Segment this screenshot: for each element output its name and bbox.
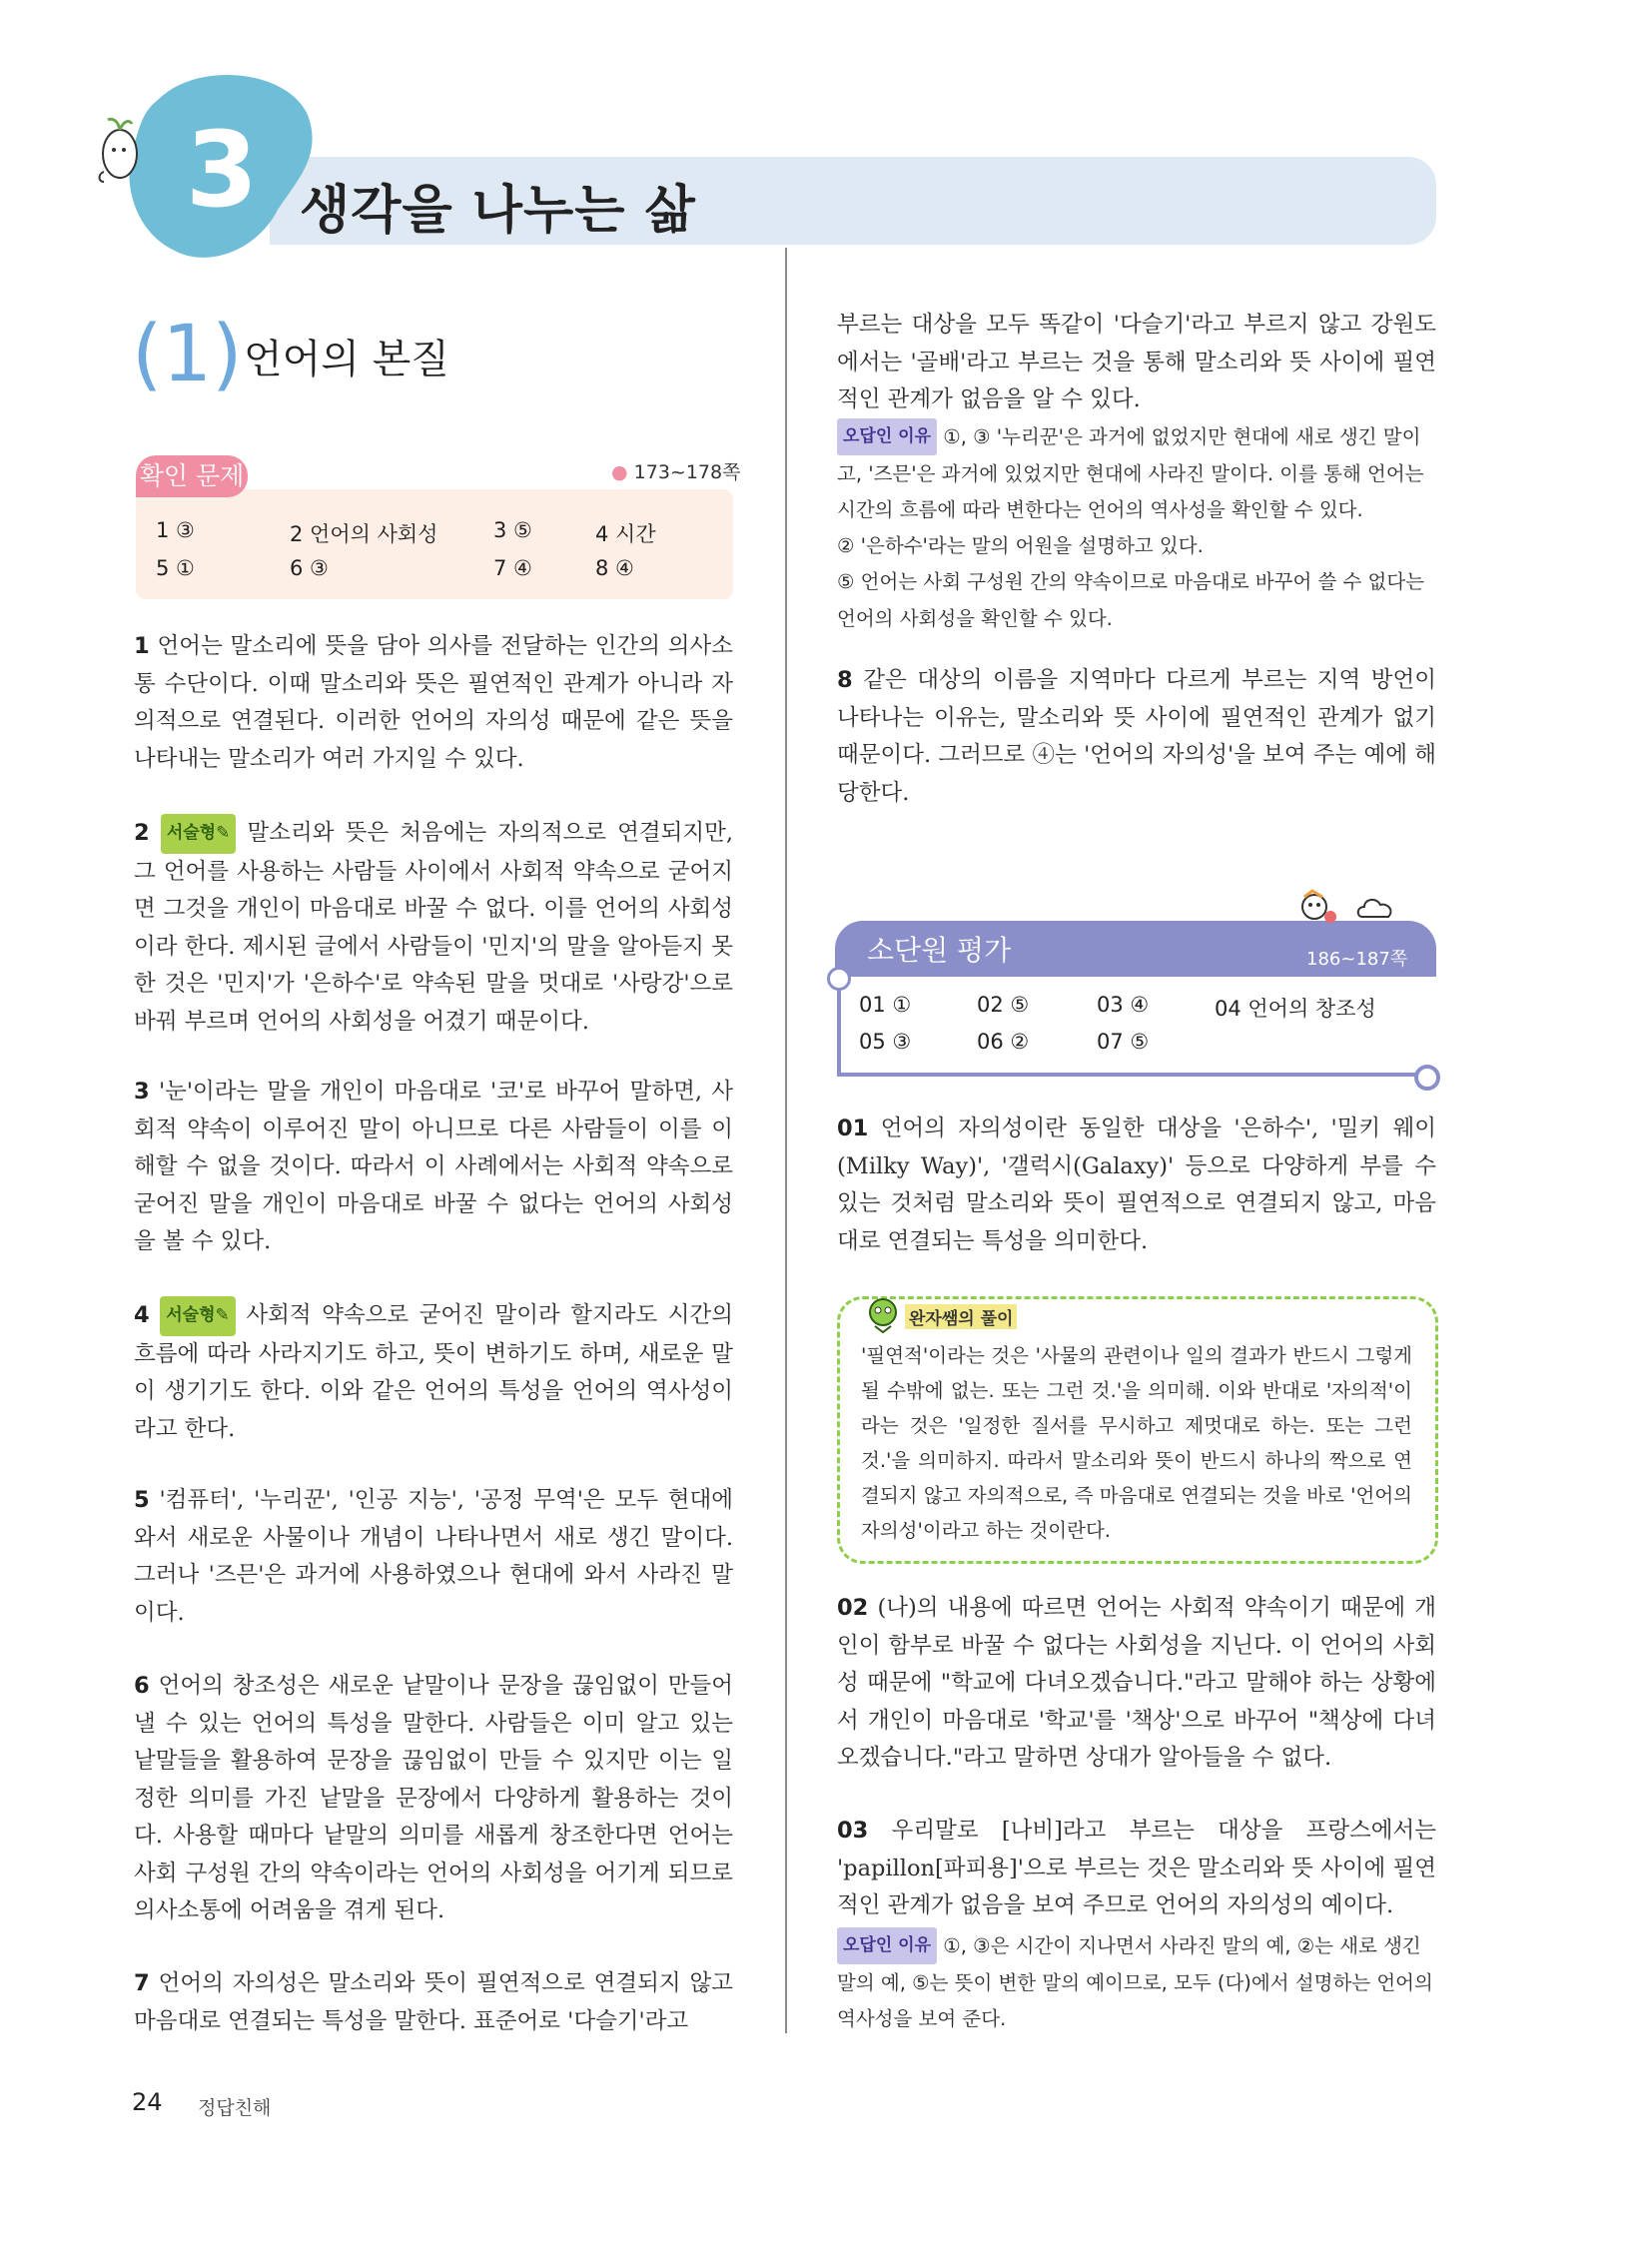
essay-tag: 서술형✎ <box>161 814 237 854</box>
unit-box-line <box>837 977 841 1077</box>
explanation-8: 8 같은 대상의 이름을 지역마다 다르게 부르는 지역 방언이 나타나는 이유는, 말소리와 뜻 사이에 필연적인 관계가 없기 때문이다. 그러므로 ④는 '언어의 자의성'을 보여 주는 예에 해당한다. <box>837 667 1436 806</box>
wrong-answer-reason: 오답인 이유 ①, ③ '누리꾼'은 과거에 없었지만 현대에 새로 생긴 말이고, '즈믄'은 과거에 있었지만 현대에 사라진 말이다. 이를 통해 언어는 시간의 흐름에 따라 변한다는 언어의 역사성을 확인할 수 있다. <box>837 418 1436 529</box>
unit-answer-item: 03 ④ <box>1097 993 1150 1017</box>
teacher-tip-text: '필연적'이라는 것은 '사물의 관련이나 일의 결과가 반드시 그렇게 될 수밖에 없는. 또는 그런 것.'을 의미해. 이와 반대로 '자의적'이라는 것은 '일정한 질서를 무시하고 제멋대로 하는. 또는 그런 것.'을 의미하지. 따라서 말소리와 뜻이 반드시 하나의 짝으로 연결되지 않고 자의적으로, 즉 마음대로 연결되는 것을 바로 '언어의 자의성'이라고 하는 것이란다. <box>861 1344 1412 1542</box>
answer-item: 8 ④ <box>595 556 634 580</box>
pencil-icon: ✎ <box>216 823 231 843</box>
check-label: 확인 문제 <box>136 455 248 497</box>
check-pages: ● 173~178쪽 <box>611 461 741 483</box>
section-title: 언어의 본질 <box>244 337 449 382</box>
unit-answer-item: 02 ⑤ <box>977 993 1030 1017</box>
wrong-answer-5: ⑤ 언어는 사회 구성원 간의 약속이므로 마음대로 바꾸어 쓸 수 없다는 언어의 사회성을 확인할 수 있다. <box>837 570 1425 630</box>
unit-answer-item: 04 언어의 창조성 <box>1215 997 1376 1021</box>
explanation-3: 3 '눈'이라는 말을 개인이 마음대로 '코'로 바꾸어 말하면, 사회적 약속이 이루어진 말이 아니므로 다른 사람들이 이를 이해할 수 없을 것이다. 따라서 이 사례에서는 사회적 약속으로 굳어진 말을 개인이 마음대로 바꿀 수 없다는 언어의 사회성을 볼 수 있다. <box>134 1079 733 1254</box>
unit-box-dot <box>1414 1065 1440 1091</box>
mascot-cloud-icon <box>1292 887 1402 929</box>
answer-item: 1 ③ <box>156 518 195 542</box>
unit-explanation-01: 01 언어의 자의성이란 동일한 대상을 '은하수', '밀키 웨이(Milky Way)', '갤럭시(Galaxy)' 등으로 다양하게 부를 수 있는 것처럼 말소리와 뜻이 필연적으로 연결되지 않고, 마음대로 연결되는 특성을 의미한다. <box>837 1116 1437 1254</box>
unit-box-line <box>837 1073 1422 1077</box>
answer-item: 2 언어의 사회성 <box>290 522 438 546</box>
unit-review-pages: 186~187쪽 <box>1306 949 1408 970</box>
wrong-answer-2: ② '은하수'라는 말의 어원을 설명하고 있다. <box>837 534 1204 557</box>
explanation-7: 7 언어의 자의성은 말소리와 뜻이 필연적으로 연결되지 않고 마음대로 연결되는 특성을 말한다. 표준어로 '다슬기'라고 <box>134 1970 733 2034</box>
explanation-6: 6 언어의 창조성은 새로운 낱말이나 문장을 끊임없이 만들어 낼 수 있는 언어의 특성을 말한다. 사람들은 이미 알고 있는 낱말들을 활용하여 문장을 끊임없이 만들 수 있지만 이는 일정한 의미를 가진 낱말을 문장에서 다양하게 활용하는 것이다. 사용할 때마다 낱말의 의미를 새롭게 창조한다면 언어는 사회 구성원 간의 약속이라는 언어의 사회성을 어기게 되므로 의사소통에 어려움을 겪게 된다. <box>134 1673 733 1923</box>
teacher-tip-title: 완자쌤의 풀이 <box>905 1304 1017 1329</box>
explanation-2: 2 서술형✎ 말소리와 뜻은 처음에는 자의적으로 연결되지만, 그 언어를 사용하는 사람들 사이에서 사회적 약속으로 굳어지면 그것을 개인이 마음대로 바꿀 수 없다. 이를 언어의 사회성이라 한다. 제시된 글에서 사람들이 '민지'의 말을 알아듣지 못한 것은 '민지'가 '은하수'로 약속된 말을 멋대로 '사랑강'으로 바꿔 부르며 언어의 사회성을 어겼기 때문이다. <box>134 814 733 1041</box>
section-number: (1) <box>132 310 243 399</box>
answer-item: 5 ① <box>156 556 195 580</box>
unit-answer-item: 07 ⑤ <box>1097 1030 1150 1054</box>
wrong-answer-tag: 오답인 이유 <box>837 1927 937 1964</box>
unit-answer-item: 05 ③ <box>859 1030 912 1054</box>
chapter-title: 생각을 나누는 삶 <box>300 181 696 241</box>
explanation-5: 5 '컴퓨터', '누리꾼', '인공 지능', '공정 무역'은 모두 현대에 와서 새로운 사물이나 개념이 나타나면서 새로 생긴 말이다. 그러나 '즈믄'은 과거에 사용하였으나 현대에 와서 사라진 말이다. <box>134 1487 733 1626</box>
wrong-answer-tag: 오답인 이유 <box>837 418 937 455</box>
unit-explanation-02: 02 (나)의 내용에 따르면 언어는 사회적 약속이기 때문에 개인이 함부로 바꿀 수 없다는 사회성을 지닌다. 이 언어의 사회성 때문에 "학교에 다녀오겠습니다."라고 말해야 하는 상황에서 개인이 마음대로 '학교'를 '책상'으로 바꾸어 "책상에 다녀오겠습니다."라고 말하면 상대가 알아들을 수 없다. <box>837 1595 1436 1771</box>
teacher-mascot-icon <box>865 1296 901 1334</box>
unit-explanation-03: 03 우리말로 [나비]라고 부르는 대상을 프랑스에서는 'papillon[파피용]'으로 부르는 것은 말소리와 뜻 사이에 필연적인 관계가 없음을 보여 주므로 언어의 자의성의 예이다. <box>837 1818 1436 1918</box>
essay-tag: 서술형✎ <box>160 1296 236 1336</box>
answer-item: 3 ⑤ <box>493 518 532 542</box>
unit-box-dot <box>827 967 851 991</box>
chapter-number: 3 <box>185 109 259 231</box>
explanation-7-continued: 부르는 대상을 모두 똑같이 '다슬기'라고 부르지 않고 강원도에서는 '골배'라고 부르는 것을 통해 말소리와 뜻 사이에 필연적인 관계가 없음을 알 수 있다. <box>837 312 1436 412</box>
answer-item: 4 시간 <box>595 522 656 546</box>
page-number: 24 <box>132 2088 163 2116</box>
explanation-1: 1 언어는 말소리에 뜻을 담아 의사를 전달하는 인간의 의사소통 수단이다. 이때 말소리와 뜻은 필연적인 관계가 아니라 자의적으로 연결된다. 이러한 언어의 자의성 때문에 같은 뜻을 나타내는 말소리가 여러 가지일 수 있다. <box>134 633 733 772</box>
explanation-4: 4 서술형✎ 사회적 약속으로 굳어진 말이라 할지라도 시간의 흐름에 따라 사라지기도 하고, 뜻이 변하기도 하며, 새로운 말이 생기기도 한다. 이와 같은 언어의 특성을 언어의 역사성이라고 한다. <box>134 1296 733 1448</box>
unit-answer-item: 01 ① <box>859 993 912 1017</box>
column-divider <box>785 248 787 2033</box>
pencil-icon: ✎ <box>215 1305 230 1325</box>
book-title: 정답친해 <box>198 2097 272 2119</box>
unit-review-title: 소단원 평가 <box>867 934 1012 967</box>
unit-answer-item: 06 ② <box>977 1030 1030 1054</box>
unit-wrong-answer-03: 오답인 이유 ①, ③은 시간이 지나면서 사라진 말의 예, ②는 새로 생긴 말의 예, ⑤는 뜻이 변한 말의 예이므로, 모두 (다)에서 설명하는 언어의 역사성을 보여 준다. <box>837 1927 1436 2038</box>
mascot-icon <box>96 112 142 192</box>
answer-item: 6 ③ <box>290 556 329 580</box>
answer-item: 7 ④ <box>493 556 532 580</box>
